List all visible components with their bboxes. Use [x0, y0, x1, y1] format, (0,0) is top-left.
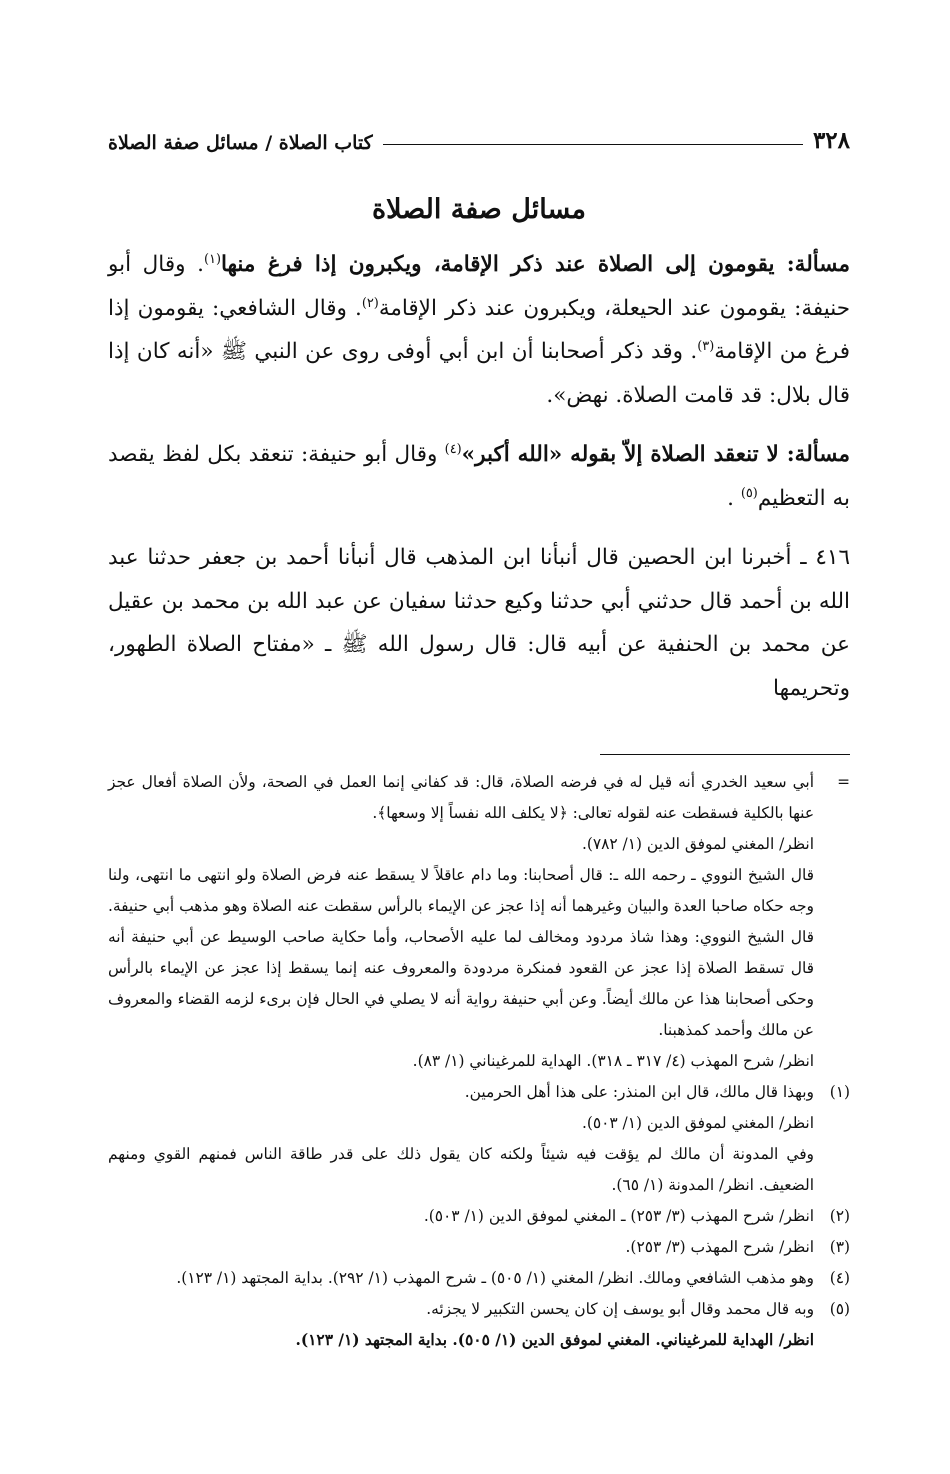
footnote-line: أبي سعيد الخدري أنه قيل له في فرضه الصلاة، قال: قد كفاني إنما العمل في الصحة، ولأن الصلاة أفعال عجز عنها بالكلية فسقطت عنه لقوله تعالى: ﴿لا يكلف الله نفساً إلا وسعها﴾.	[108, 773, 814, 822]
footnote-body	[108, 1263, 814, 1294]
footnote-line: وبه قال محمد وقال أبو يوسف إن كان يحسن التكبير لا يجزئه.	[426, 1300, 814, 1318]
footnote-ref-1: (١)	[203, 251, 221, 267]
footnote-3	[108, 1232, 850, 1263]
footnotes	[108, 767, 850, 1356]
footnote-4	[108, 1263, 850, 1294]
footnote-line: وهو مذهب الشافعي ومالك. انظر/ المغني (١/ ٥٠٥) ـ شرح المهذب (١/ ٢٩٢). بداية المجتهد (١/ ١٢٣).	[176, 1269, 814, 1287]
footnote-line: وبهذا قال مالك، قال ابن المنذر: على هذا أهل الحرمين.	[464, 1083, 814, 1101]
footnote-body	[108, 767, 814, 1077]
footnote-line: انظر/ شرح المهذب (٣/ ٢٥٣) ـ المغني لموفق الدين (١/ ٥٠٣).	[423, 1207, 814, 1225]
hadith-text: ٤١٦ ـ أخبرنا ابن الحصين قال أنبأنا ابن المذهب قال أنبأنا أحمد بن جعفر حدثنا عبد الله بن أحمد قال حدثني أبي حدثنا وكيع حدثنا سفيان عن عبد الله بن محمد بن عقيل عن محمد بن الحنفية عن أبيه قال: قال رسول الله ﷺ ـ «مفتاح الصلاة الطهور، وتحريمها	[108, 545, 850, 701]
footnote-body	[108, 1232, 814, 1263]
footnote-number: (٥)	[829, 1300, 850, 1318]
footnote-body	[108, 1294, 814, 1356]
paragraph-issue-standing	[108, 243, 850, 417]
footnote-line: انظر/ شرح المهذب (٣/ ٢٥٣).	[625, 1238, 814, 1256]
paragraph-hadith-416	[108, 536, 850, 710]
footnote-1	[108, 1077, 850, 1201]
issue-lead: مسألة: يقومون إلى الصلاة عند ذكر الإقامة، ويكبرون إذا فرغ منها	[220, 252, 850, 277]
footnote-body	[108, 1201, 814, 1232]
footnote-separator	[600, 754, 850, 755]
issue-lead: مسألة: لا تنعقد الصلاة إلاّ بقوله «الله أكبر»	[461, 442, 850, 467]
chapter-title: مسائل صفة الصلاة	[372, 194, 586, 225]
footnote-number: (٢)	[829, 1207, 850, 1225]
section-header: كتاب الصلاة / مسائل صفة الصلاة	[108, 132, 373, 154]
paragraph-text: . وقال الشافعي: يقومون إذا فرغ من الإقامة	[108, 295, 850, 364]
paragraph-text: . وقال أبو حنيفة: يقومون عند الحيعلة، ويكبرون عند ذكر الإقامة	[108, 252, 850, 321]
footnote-ref-2: (٢)	[361, 295, 379, 311]
continuation-mark: =	[837, 773, 850, 791]
footnote-line: انظر/ الهداية للمرغيناني. المغني لموفق الدين (١/ ٥٠٥). بداية المجتهد (١/ ١٢٣).	[295, 1331, 814, 1349]
footnote-ref-5: (٥)	[740, 485, 758, 501]
page-number: ٣٢٨	[812, 127, 850, 154]
footnote-line: وفي المدونة أن مالك لم يؤقت فيه شيئاً ولكنه كان يقول ذلك على قدر طاقة الناس فمنهم القوي ومنهم الضعيف. انظر/ المدونة (١/ ٦٥).	[108, 1145, 814, 1194]
footnote-line: قال الشيخ النووي ـ رحمه الله ـ: قال أصحابنا: وما دام عاقلاً لا يسقط عنه فرض الصلاة ولو انتهى ما انتهى، ولنا وجه حكاه صاحبا العدة والبيان وغيرهما أنه إذا عجز عن الإيماء بالرأس سقطت عنه الصلاة وهو مذهب أبي حنيفة. قال الشيخ النووي: وهذا شاذ مردود ومخالف لما عليه الأصحاب، وأما حكاية صاحب الوسيط عن أبي حنيفة أنه قال تسقط الصلاة إذا عجز عن القعود فمنكرة مردودة والمعروف عنه إنما يسقط إذا عجز عن الإيماء بالرأس وحكى أصحابنا هذا عن مالك أيضاً. وعن أبي حنيفة رواية أنه لا يصلي في الحال فإن برىء لزمه القضاء والمعروف عن مالك وأحمد كمذهبنا.	[108, 866, 814, 1039]
paragraph-issue-takbir	[108, 433, 850, 520]
main-text	[108, 243, 850, 710]
footnote-line: انظر/ المغني لموفق الدين (١/ ٥٠٣).	[581, 1114, 814, 1132]
footnote-continuation	[108, 767, 850, 1077]
paragraph-text: . وقد ذكر أصحابنا أن ابن أبي أوفى روى عن النبي ﷺ «أنه كان إذا قال بلال: قد قامت الصلاة. نهض».	[108, 339, 850, 408]
footnote-ref-3: (٣)	[697, 338, 715, 354]
footnote-line: انظر/ شرح المهذب (٤/ ٣١٧ ـ ٣١٨). الهداية للمرغيناني (١/ ٨٣).	[412, 1052, 814, 1070]
footnote-line: انظر/ المغني لموفق الدين (١/ ٧٨٢).	[581, 835, 814, 853]
footnote-ref-4: (٤)	[444, 441, 462, 457]
paragraph-text: وقال أبو حنيفة: تنعقد بكل لفظ يقصد به التعظيم	[108, 442, 850, 511]
footnote-number: (١)	[829, 1083, 850, 1101]
footnote-2	[108, 1201, 850, 1232]
footnote-body	[108, 1077, 814, 1201]
footnote-5	[108, 1294, 850, 1356]
header-rule	[383, 144, 803, 145]
footnote-number: (٣)	[829, 1238, 850, 1256]
running-header	[108, 118, 850, 154]
book-page	[108, 118, 850, 1356]
paragraph-text: .	[727, 485, 741, 511]
footnote-number: (٤)	[829, 1269, 850, 1287]
